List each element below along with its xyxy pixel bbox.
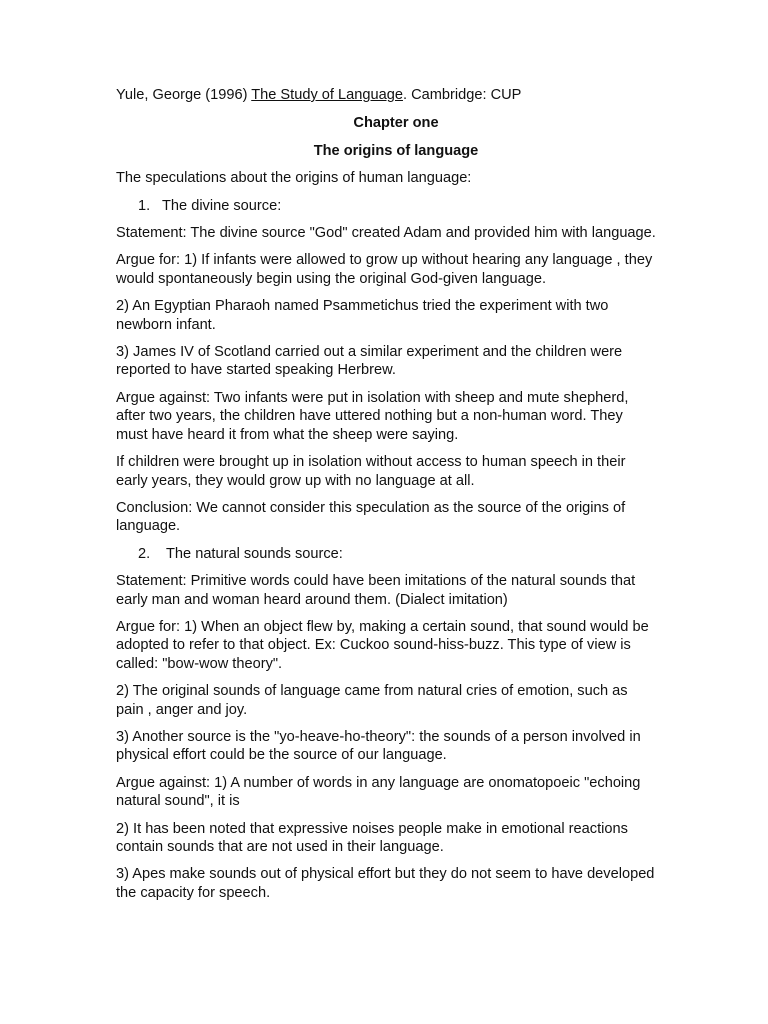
list-label: The divine source: — [162, 197, 282, 214]
divine-statement: Statement: The divine source "God" created Adam and provided him with language. — [116, 225, 656, 242]
natural-argue-for-3: 3) Another source is the "yo-heave-ho-theory": the sounds of a person involved in physical effort could be the source of our language. — [116, 728, 641, 764]
intro-paragraph: The speculations about the origins of human language: — [116, 170, 472, 187]
natural-statement: Statement: Primitive words could have been imitations of the natural sounds that early man and woman heard around them. (Dialect imitation) — [116, 573, 636, 608]
divine-argue-for-2: 2) An Egyptian Pharaoh named Psammetichus tried the experiment with two newborn infant. — [116, 298, 609, 333]
list-number: 2. — [138, 545, 151, 562]
citation-suffix: . Cambridge: CUP — [402, 87, 522, 103]
divine-argue-against-2: If children were brought up in isolation without access to human speech in their early years, they would grow up with no language at all. — [116, 454, 626, 489]
divine-argue-for-1: Argue for: 1) If infants were allowed to grow up without hearing any language , they would spontaneously begin using the original God-given language. — [116, 252, 653, 287]
citation-prefix: Yule, George (1996) — [116, 87, 252, 103]
list-item-natural-sounds — [138, 545, 656, 563]
divine-argue-against-1: Argue against: Two infants were put in isolation with sheep and mute shepherd, after two years, the children have uttered nothing but a non-human word. They must have heard it from what the sheep were saying. — [116, 389, 629, 443]
section-heading: The origins of language — [313, 142, 479, 159]
citation — [116, 86, 656, 104]
list-number: 1. — [138, 197, 151, 214]
divine-argue-for-3: 3) James IV of Scotland carried out a similar experiment and the children were reported to have started speaking Herbrew. — [116, 344, 623, 379]
list-label: The natural sounds source: — [166, 545, 343, 562]
list-item-divine-source — [138, 197, 656, 215]
chapter-heading: Chapter one — [353, 115, 439, 132]
natural-argue-for-2: 2) The original sounds of language came from natural cries of emotion, such as pain , anger and joy. — [116, 683, 628, 718]
natural-argue-against-3: 3) Apes make sounds out of physical effort but they do not seem to have developed the capacity for speech. — [116, 866, 655, 901]
natural-argue-against-1: Argue against: 1) A number of words in any language are onomatopoeic "echoing natural sound", it is — [116, 774, 641, 810]
natural-argue-for-1: Argue for: 1) When an object flew by, making a certain sound, that sound would be adopted to refer to that object. Ex: Cuckoo sound-hiss-buzz. This type of view is called: "bow-wow theory". — [116, 618, 649, 672]
citation-book-title: The Study of Language — [251, 87, 403, 103]
natural-argue-against-2: 2) It has been noted that expressive noises people make in emotional reactions contain sounds that are not used in their language. — [116, 820, 628, 855]
divine-conclusion: Conclusion: We cannot consider this speculation as the source of the origins of language. — [116, 499, 626, 535]
document-page — [116, 86, 656, 911]
